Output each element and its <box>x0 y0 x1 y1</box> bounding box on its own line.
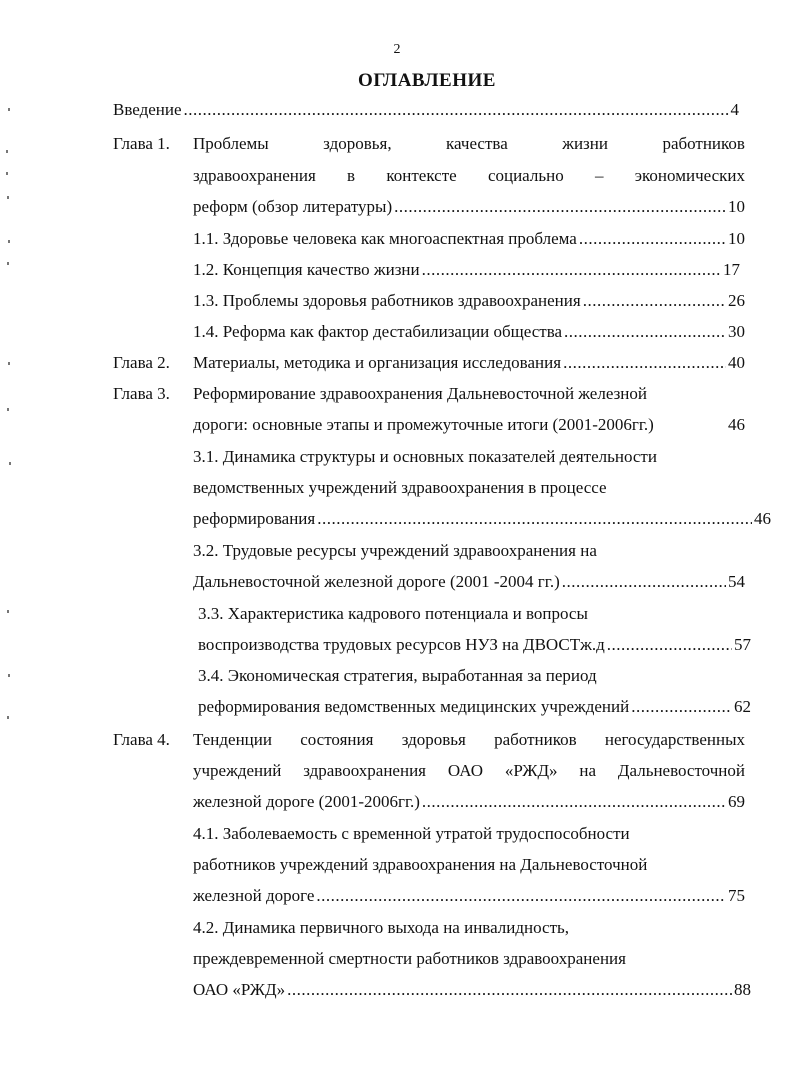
toc-entry-text: 1.2. Концепция качество жизни <box>193 260 420 279</box>
toc-entry-line: ведомственных учреждений здравоохранения в процессе <box>193 478 607 497</box>
dot-leader <box>316 885 726 907</box>
toc-entry-text: 1.3. Проблемы здоровья работников здравоохранения <box>193 291 581 310</box>
toc-entry-text: железной дороге <box>193 886 315 905</box>
toc-entry-intro <box>113 99 739 121</box>
scan-speck <box>7 610 9 613</box>
toc-entry-line <box>193 133 745 155</box>
scan-speck <box>7 716 9 719</box>
toc-entry-line: 3.1. Динамика структуры и основных показателей деятельности <box>193 447 657 466</box>
toc-entry-line: 4.2. Динамика первичного выхода на инвалидность, <box>193 918 570 937</box>
toc-entry-line: 3.3. Характеристика кадрового потенциала и вопросы <box>198 604 588 623</box>
word: здоровья, <box>323 134 392 153</box>
toc-entry-section <box>193 228 745 250</box>
scan-speck <box>9 462 11 465</box>
toc-entry-page: 75 <box>728 886 745 905</box>
word: работников <box>662 134 745 153</box>
toc-entry-line: Реформирование здравоохранения Дальневосточной железной <box>193 384 648 403</box>
scan-speck <box>8 674 10 677</box>
toc-entry-page: 26 <box>728 291 745 310</box>
toc-entry-line: здравоохранения в контексте социально – экономических <box>193 166 745 185</box>
toc-entry-page: 54 <box>728 572 745 591</box>
page-number: 2 <box>393 42 401 57</box>
toc-entry-text: 1.1. Здоровье человека как многоаспектная проблема <box>193 229 577 248</box>
toc-entry-text: ОАО «РЖД» <box>193 980 286 999</box>
scan-speck <box>6 172 8 175</box>
toc-entry-line: 4.1. Заболеваемость с временной утратой трудоспособности <box>193 824 630 843</box>
toc-entry-page: 46 <box>754 509 771 528</box>
toc-entry-text: реформирования <box>193 509 316 528</box>
toc-entry-text: реформирования ведомственных медицинских учреждений <box>198 697 630 716</box>
scan-speck <box>8 240 10 243</box>
toc-entry-page: 4 <box>730 100 739 119</box>
toc-entry-text: 1.4. Реформа как фактор дестабилизации общества <box>193 322 563 341</box>
dot-leader <box>394 196 726 218</box>
dot-leader <box>564 321 726 343</box>
toc-entry-page: 17 <box>723 260 740 279</box>
toc-entry-section <box>198 696 751 718</box>
scan-speck <box>7 408 9 411</box>
toc-entry-page: 62 <box>734 697 751 716</box>
toc-entry-line: 3.4. Экономическая стратегия, выработанная за период <box>198 666 597 685</box>
dot-leader <box>631 696 732 718</box>
dot-leader <box>583 290 726 312</box>
toc-entry-page: 69 <box>728 792 745 811</box>
toc-entry-chapter-1 <box>193 196 745 218</box>
dot-leader <box>287 979 732 1001</box>
toc-entry-section <box>193 571 745 593</box>
scan-speck <box>8 362 10 365</box>
word: Проблемы <box>193 134 269 153</box>
word: жизни <box>562 134 608 153</box>
toc-entry-chapter-4 <box>193 791 745 813</box>
toc-entry-text: дороги: основные этапы и промежуточные итоги (2001-2006гг.) <box>193 415 654 434</box>
toc-entry-page: 40 <box>728 353 745 372</box>
dot-leader <box>422 791 726 813</box>
dot-leader <box>184 99 729 121</box>
word: качества <box>446 134 508 153</box>
toc-entry-section <box>193 259 740 281</box>
toc-entry-line: Тенденции состояния здоровья работников негосударственных <box>193 730 745 749</box>
toc-entry-section <box>193 290 745 312</box>
chapter-label: Глава 1. <box>113 134 170 153</box>
toc-entry-section <box>193 979 751 1001</box>
toc-entry-section <box>193 321 745 343</box>
chapter-label: Глава 2. <box>113 353 170 372</box>
page-title: ОГЛАВЛЕНИЕ <box>358 70 496 91</box>
dot-leader <box>422 259 721 281</box>
toc-entry-section <box>193 885 745 907</box>
toc-entry-page: 88 <box>734 980 751 999</box>
toc-entry-line: 3.2. Трудовые ресурсы учреждений здравоохранения на <box>193 541 597 560</box>
toc-entry-page: 30 <box>728 322 745 341</box>
toc-entry-text: реформ (обзор литературы) <box>193 197 393 216</box>
toc-entry-text: Материалы, методика и организация исследования <box>193 353 562 372</box>
dot-leader <box>607 634 732 656</box>
scan-speck <box>8 108 10 111</box>
toc-entry-text: железной дороге (2001-2006гг.) <box>193 792 420 811</box>
dot-leader <box>562 571 726 593</box>
toc-entry-chapter-2 <box>193 352 745 374</box>
toc-entry-text: Дальневосточной железной дороге (2001 -2004 гг.) <box>193 572 560 591</box>
chapter-label: Глава 3. <box>113 384 170 403</box>
scan-speck <box>7 262 9 265</box>
toc-entry-text: воспроизводства трудовых ресурсов НУЗ на ДВОСТж.д <box>198 635 605 654</box>
toc-entry-text: Введение <box>113 100 182 119</box>
scan-speck <box>6 150 8 153</box>
chapter-label: Глава 4. <box>113 730 170 749</box>
toc-entry-page: 10 <box>728 197 745 216</box>
toc-entry-section <box>198 634 751 656</box>
dot-leader <box>563 352 726 374</box>
scan-speck <box>7 196 9 199</box>
toc-entry-line: работников учреждений здравоохранения на Дальневосточной <box>193 855 648 874</box>
toc-entry-page: 10 <box>728 229 745 248</box>
toc-entry-line: преждевременной смертности работников здравоохранения <box>193 949 626 968</box>
toc-entry-section <box>193 508 771 530</box>
dot-leader <box>317 508 752 530</box>
dot-leader <box>579 228 726 250</box>
toc-entry-page: 57 <box>734 635 751 654</box>
toc-entry-line: учреждений здравоохранения ОАО «РЖД» на Дальневосточной <box>193 761 745 780</box>
toc-entry-page: 46 <box>728 415 745 434</box>
toc-entry-chapter-3 <box>193 414 745 436</box>
